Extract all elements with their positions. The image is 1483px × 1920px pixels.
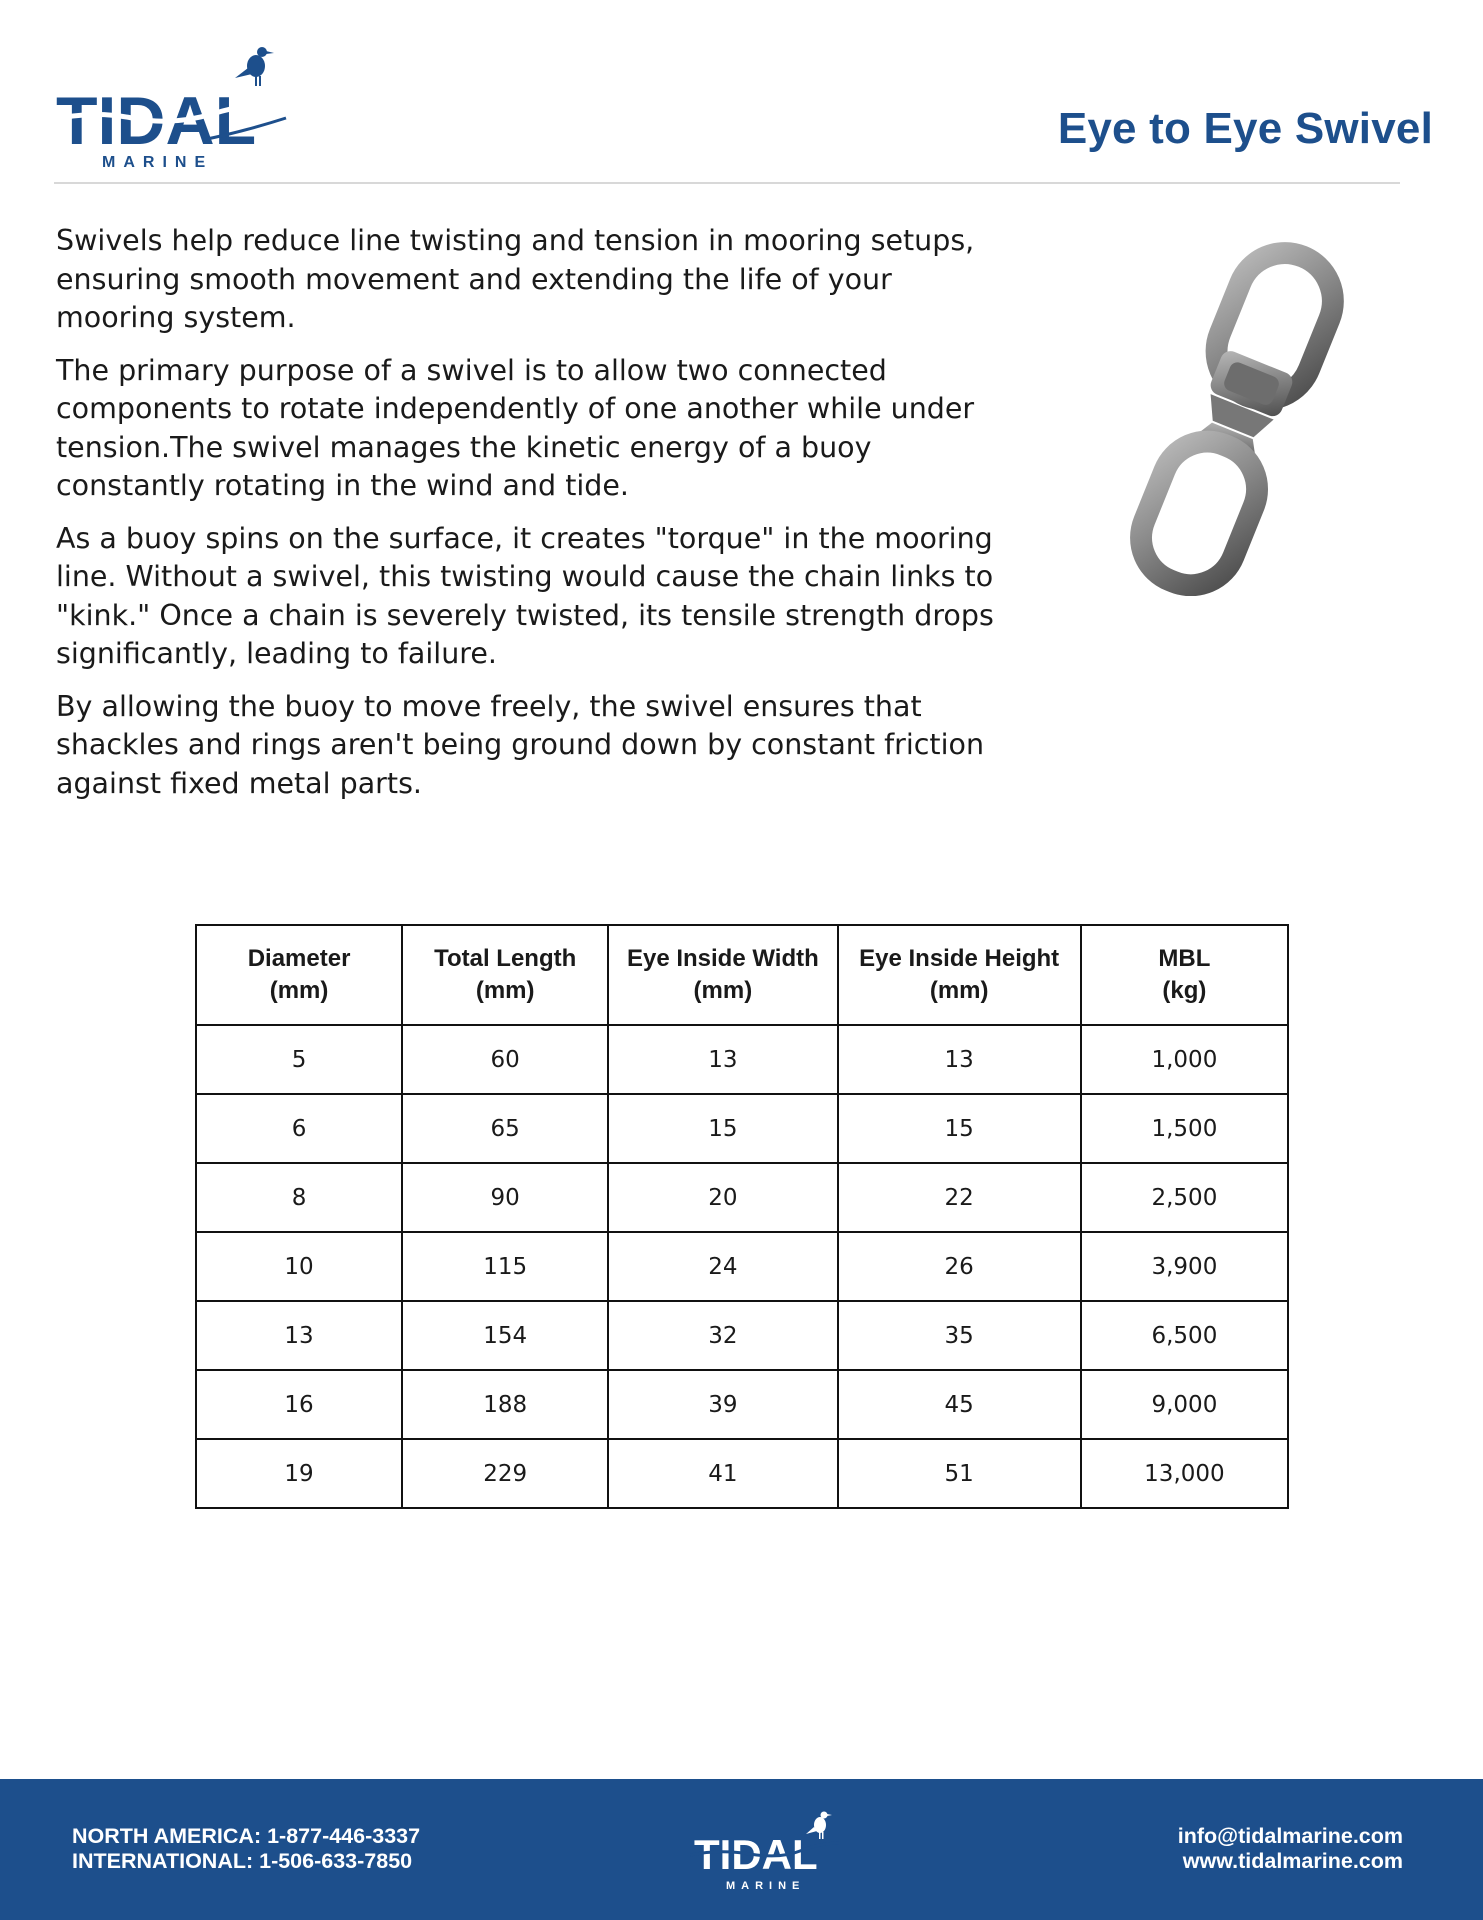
table-cell: 32 <box>608 1301 837 1370</box>
footer-phone-block <box>72 1824 420 1874</box>
header-mbl <box>1081 925 1288 1025</box>
table-cell: 3,900 <box>1081 1232 1288 1301</box>
header-eye-inside-width <box>608 925 837 1025</box>
table-row <box>196 1094 1288 1163</box>
table-row <box>196 1232 1288 1301</box>
table-cell: 39 <box>608 1370 837 1439</box>
header-unit: (mm) <box>475 977 535 1004</box>
table-cell: 2,500 <box>1081 1163 1288 1232</box>
table-cell: 16 <box>196 1370 402 1439</box>
table-row <box>196 1439 1288 1508</box>
brand-logo <box>52 44 288 174</box>
table-cell: 90 <box>402 1163 608 1232</box>
table-cell: 41 <box>608 1439 837 1508</box>
table-cell: 19 <box>196 1439 402 1508</box>
table-cell: 24 <box>608 1232 837 1301</box>
table-cell: 9,000 <box>1081 1370 1288 1439</box>
brand-subtitle: MARINE <box>102 154 214 171</box>
header-label: Eye Inside Width <box>626 945 819 972</box>
website-link[interactable]: www.tidalmarine.com <box>1182 1849 1403 1873</box>
eye-to-eye-swivel-icon <box>1128 238 1348 596</box>
header-divider <box>54 182 1400 184</box>
table-cell: 6 <box>196 1094 402 1163</box>
header-unit: (mm) <box>693 977 753 1004</box>
table-cell: 13 <box>608 1025 837 1094</box>
table-cell: 1,500 <box>1081 1094 1288 1163</box>
seagull-logo-icon <box>690 1807 840 1895</box>
phone-international: INTERNATIONAL: 1-506-633-7850 <box>72 1849 413 1873</box>
header-label: Diameter <box>247 945 351 972</box>
table-row <box>196 1370 1288 1439</box>
header-label: Eye Inside Height <box>859 945 1060 972</box>
phone-north-america: NORTH AMERICA: 1-877-446-3337 <box>72 1824 421 1848</box>
page-title: Eye to Eye Swivel <box>1057 104 1433 153</box>
table-cell: 6,500 <box>1081 1301 1288 1370</box>
intro-paragraph: By allowing the buoy to move freely, the swivel ensures that shackles and rings aren't being ground down by constant friction against fixed metal parts. <box>56 689 985 800</box>
header-label: Total Length <box>434 945 577 972</box>
table-cell: 15 <box>838 1094 1081 1163</box>
table-cell: 8 <box>196 1163 402 1232</box>
table-cell: 22 <box>838 1163 1081 1232</box>
table-cell: 13,000 <box>1081 1439 1288 1508</box>
header-unit: (kg) <box>1162 977 1207 1004</box>
table-row <box>196 1163 1288 1232</box>
table-row <box>196 1301 1288 1370</box>
table-cell: 51 <box>838 1439 1081 1508</box>
intro-paragraph: The primary purpose of a swivel is to allow two connected components to rotate independently of one another while under tension.The swivel manages the kinetic energy of a buoy constantly rotating in the wind and tide. <box>56 353 975 502</box>
product-image <box>1128 238 1348 596</box>
table-cell: 15 <box>608 1094 837 1163</box>
table-header-row <box>196 925 1288 1025</box>
header-total-length <box>402 925 608 1025</box>
table-cell: 26 <box>838 1232 1081 1301</box>
footer-subtitle: MARINE <box>726 1880 806 1892</box>
header-unit: (mm) <box>929 977 989 1004</box>
table-cell: 65 <box>402 1094 608 1163</box>
email-link[interactable]: info@tidalmarine.com <box>1177 1824 1403 1848</box>
intro-paragraph: Swivels help reduce line twisting and tension in mooring setups, ensuring smooth movement and extending the life of your mooring system. <box>56 224 975 334</box>
footer-contact-block <box>1178 1824 1403 1874</box>
header-unit: (mm) <box>269 977 329 1004</box>
header-label: MBL <box>1158 945 1211 972</box>
table-cell: 13 <box>196 1301 402 1370</box>
table-cell: 1,000 <box>1081 1025 1288 1094</box>
table-cell: 154 <box>402 1301 608 1370</box>
table-cell: 229 <box>402 1439 608 1508</box>
table-cell: 45 <box>838 1370 1081 1439</box>
footer-wordmark: TIDAL <box>694 1831 818 1878</box>
header-diameter <box>196 925 402 1025</box>
seagull-logo-icon <box>52 44 288 174</box>
footer-logo <box>690 1807 840 1895</box>
table-cell: 188 <box>402 1370 608 1439</box>
table-cell: 35 <box>838 1301 1081 1370</box>
table-cell: 5 <box>196 1025 402 1094</box>
table-cell: 115 <box>402 1232 608 1301</box>
table-cell: 60 <box>402 1025 608 1094</box>
brand-wordmark: TIDAL <box>56 83 257 159</box>
table-cell: 10 <box>196 1232 402 1301</box>
table-cell: 13 <box>838 1025 1081 1094</box>
footer <box>0 1779 1483 1920</box>
table-cell: 20 <box>608 1163 837 1232</box>
table-row <box>196 1025 1288 1094</box>
header-eye-inside-height <box>838 925 1081 1025</box>
spec-table <box>195 924 1289 1509</box>
intro-text <box>56 222 1016 817</box>
intro-paragraph: As a buoy spins on the surface, it creates "torque" in the mooring line. Without a swivel, this twisting would cause the chain links to "kink." Once a chain is severely twisted, its tensile strength drops significantly, leading to failure. <box>56 521 994 670</box>
